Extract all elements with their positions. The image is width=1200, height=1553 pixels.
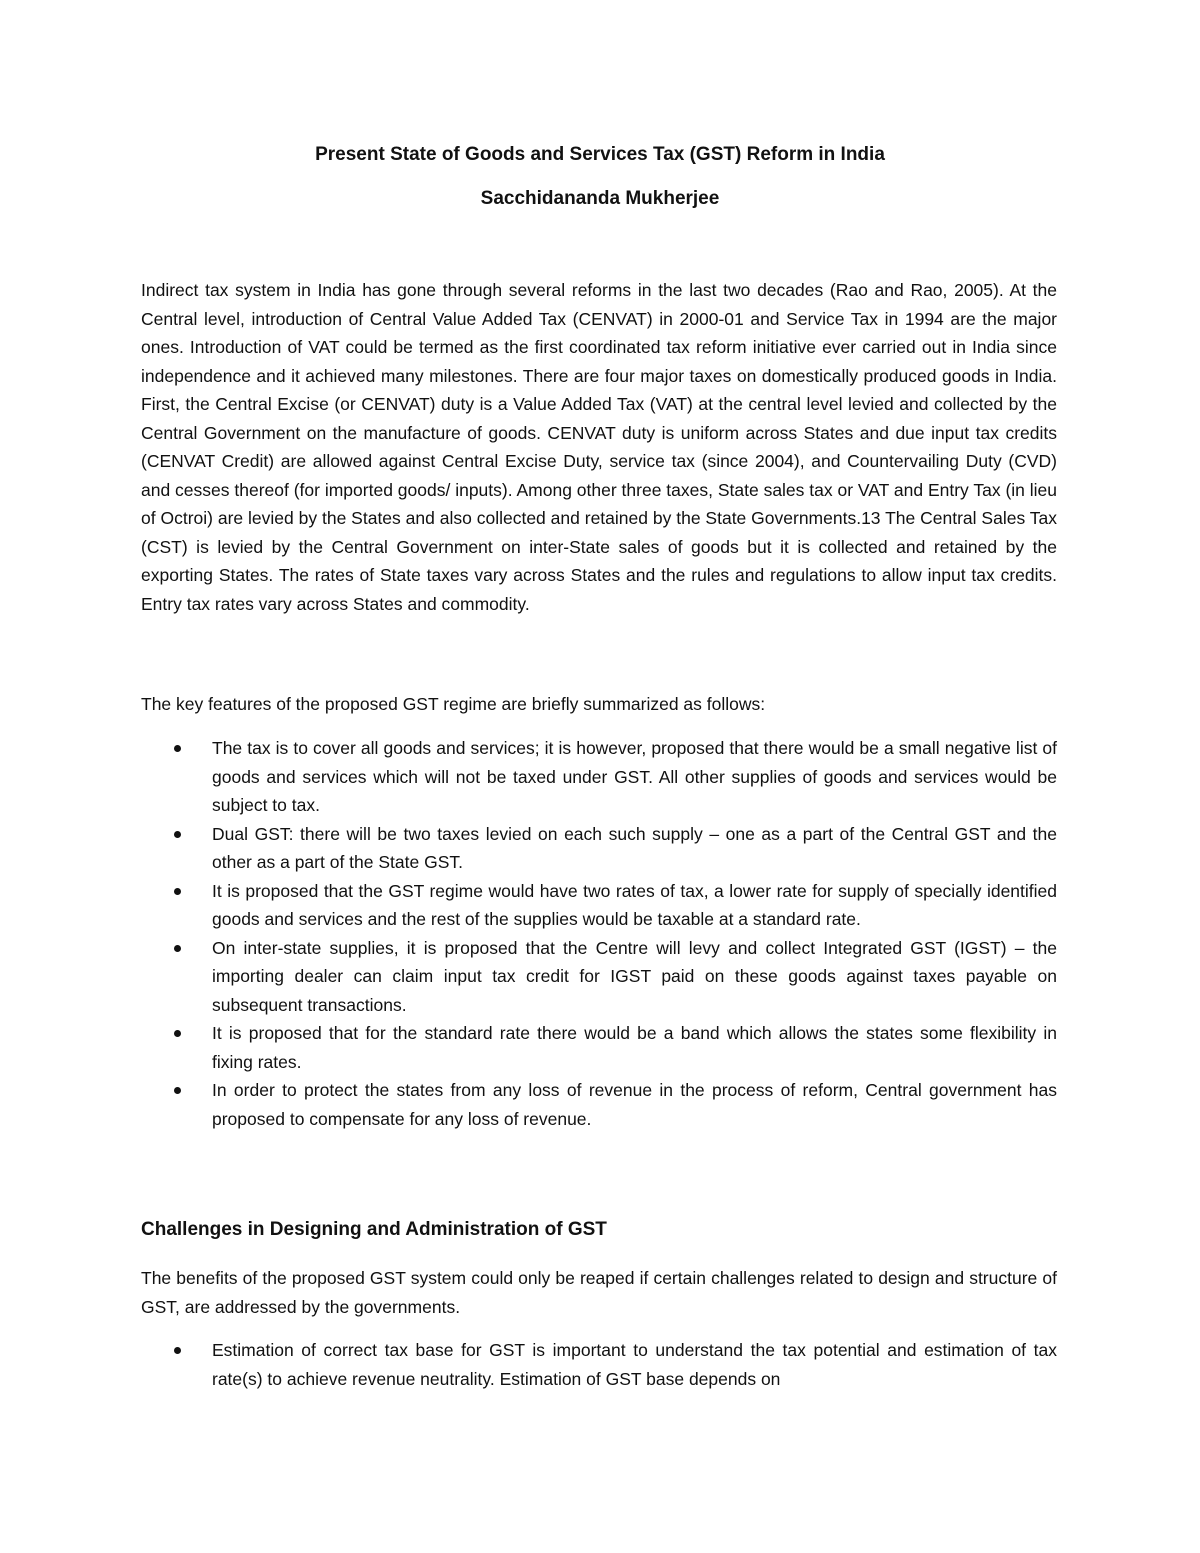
list-item-text: It is proposed that for the standard rate there would be a band which allows the states some flexibility in fixing rates. [212, 1023, 1057, 1072]
list-item [141, 1076, 1057, 1133]
list-item [141, 1019, 1057, 1076]
list-item [141, 877, 1057, 934]
challenges-heading: Challenges in Designing and Administration of GST [141, 1219, 607, 1240]
list-item-text: Estimation of correct tax base for GST is important to understand the tax potential and estimation of tax rate(s) to achieve revenue neutrality. Estimation of GST base depends on [212, 1340, 1057, 1389]
bullet-icon [174, 1030, 181, 1037]
features-list [141, 734, 1057, 1133]
bullet-icon [174, 945, 181, 952]
bullet-icon [174, 745, 181, 752]
bullet-icon [174, 888, 181, 895]
list-item [141, 820, 1057, 877]
list-item-text: In order to protect the states from any loss of revenue in the process of reform, Central government has proposed to compensate for any loss of revenue. [212, 1080, 1057, 1129]
bullet-icon [174, 1087, 181, 1094]
list-item-text: Dual GST: there will be two taxes levied on each such supply – one as a part of the Central GST and the other as a part of the State GST. [212, 823, 1057, 872]
features-intro: The key features of the proposed GST regime are briefly summarized as follows: [141, 694, 766, 714]
list-item-text: It is proposed that the GST regime would have two rates of tax, a lower rate for supply of specially identified goods and services and the rest of the supplies would be taxable at a standard rate. [212, 880, 1057, 929]
challenges-list [141, 1336, 1057, 1393]
list-item-text: On inter-state supplies, it is proposed that the Centre will levy and collect Integrated GST (IGST) – the importing dealer can claim input tax credit for IGST paid on these goods against taxes payable on subsequent transactions. [212, 937, 1057, 1015]
document-title: Present State of Goods and Services Tax (GST) Reform in India [315, 144, 885, 165]
list-item [141, 734, 1057, 820]
list-item [141, 934, 1057, 1020]
list-item [141, 1336, 1057, 1393]
bullet-icon [174, 1347, 181, 1354]
intro-paragraph: Indirect tax system in India has gone through several reforms in the last two decades (Rao and Rao, 2005). At the Central level, introduction of Central Value Added Tax (CENVAT) in 2000-01 and Service Tax in 1994 are the major ones. Introduction of VAT could be termed as the first coordinated tax reform initiative ever carried out in India since independence and it achieved many milestones. There are four major taxes on domestically produced goods in India. First, the Central Excise (or CENVAT) duty is a Value Added Tax (VAT) at the central level levied and collected by the Central Government on the manufacture of goods. CENVAT duty is uniform across States and due input tax credits (CENVAT Credit) are allowed against Central Excise Duty, service tax (since 2004), and Countervailing Duty (CVD) and cesses thereof (for imported goods/ inputs). Among other three taxes, State sales tax or VAT and Entry Tax (in lieu of Octroi) are levied by the States and also collected and retained by the State Governments.13 The Central Sales Tax (CST) is levied by the Central Government on inter-State sales of goods but it is collected and retained by the exporting States. The rates of State taxes vary across States and the rules and regulations to allow input tax credits. Entry tax rates vary across States and commodity. [141, 280, 1057, 614]
document-author: Sacchidananda Mukherjee [480, 188, 720, 209]
challenges-intro: The benefits of the proposed GST system could only be reaped if certain challenges related to design and structure of GST, are addressed by the governments. [141, 1268, 1057, 1317]
bullet-icon [174, 831, 181, 838]
list-item-text: The tax is to cover all goods and services; it is however, proposed that there would be a small negative list of goods and services which will not be taxed under GST. All other supplies of goods and services would be subject to tax. [212, 738, 1057, 815]
